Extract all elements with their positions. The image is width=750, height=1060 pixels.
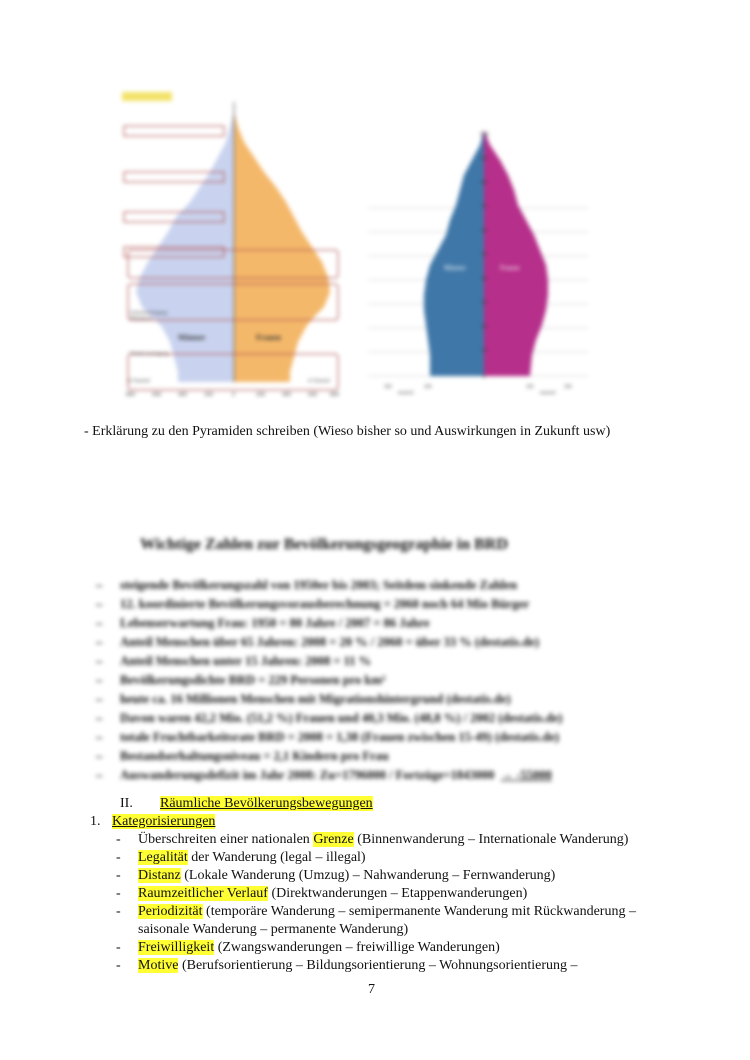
age-tick: 60 xyxy=(481,228,487,234)
blurred-list-item: – heute ca. 16 Millionen Menschen mit Migrationshintergrund (destatis.de) xyxy=(96,692,511,706)
axis-tick: 300 xyxy=(564,385,572,390)
pyramid-right-female-area xyxy=(484,130,548,376)
list-item: - Legalität der Wanderung (legal – illegal) xyxy=(116,850,366,865)
population-pyramid-left xyxy=(118,82,343,402)
axis-tick: 300 xyxy=(384,385,392,390)
annotation-label: Pillenknick xyxy=(130,317,153,322)
blurred-list-item: – 12. koordinierte Bevölkerungsvorausberechnung = 2060 noch 64 Mio Bürger xyxy=(96,597,530,611)
axis-tick: 600 xyxy=(308,392,317,398)
section-title: Räumliche Bevölkerungsbewegungen xyxy=(160,796,373,811)
unit-right: tausend xyxy=(540,391,556,395)
blurred-list-item: – Bestandserhaltungsniveau = 2,1 Kindern pro Frau xyxy=(96,749,389,763)
section-heading xyxy=(120,795,373,813)
blurred-list-item: – Auswanderungsdefizit im Jahr 2008: Zu=1796000 / Fortzüge=1843000 → -55000 xyxy=(96,768,552,782)
unit-left: in Tausend xyxy=(128,379,150,384)
blurred-list-item: – steigende Bevölkerungszahl von 1950er bis 2003; Seitdem sinkende Zahlen xyxy=(96,578,518,592)
axis-tick: 0 xyxy=(232,392,235,398)
pyramid-left-female-area xyxy=(234,112,330,382)
annotation-label: Geburtenrückgang xyxy=(130,311,168,316)
blurred-list-item: – Anteil Menschen über 65 Jahren: 2008 = 20 % / 2060 = über 33 % (destatis.de) xyxy=(96,635,540,649)
axis-tick: 800 xyxy=(330,392,339,398)
section-numeral: II. xyxy=(120,796,133,811)
list-item: - Überschreiten einer nationalen Grenze (Binnenwanderung – Internationale Wanderung) xyxy=(116,832,629,847)
subsection-number: 1. xyxy=(90,814,101,829)
axis-tick: 200 xyxy=(256,392,265,398)
subsection-title: Kategorisierungen xyxy=(112,814,216,829)
list-item: - Raumzeitlicher Verlauf (Direktwanderungen – Etappenwanderungen) xyxy=(116,886,528,901)
page-number: 7 xyxy=(368,982,375,997)
axis-tick: 200 xyxy=(526,385,534,390)
age-tick: 40 xyxy=(481,276,487,282)
blurred-list-item: – Bevölkerungsdichte BRD = 229 Personen pro km² xyxy=(96,673,386,687)
list-item: - Motive (Berufsorientierung – Bildungsorientierung – Wohnungsorientierung – xyxy=(116,958,578,973)
population-pyramid-right xyxy=(368,90,588,395)
age-tick: 50 xyxy=(481,252,487,258)
age-tick: 100 xyxy=(479,132,489,138)
pyramid-right-graphic xyxy=(368,90,588,395)
list-item-continuation: saisonale Wanderung – permanente Wanderung) xyxy=(138,922,409,937)
list-item: - Distanz (Lokale Wanderung (Umzug) – Nahwanderung – Fernwanderung) xyxy=(116,868,556,883)
blurred-list-item: – Anteil Menschen unter 15 Jahren: 2008 = 11 % xyxy=(96,654,372,668)
label-women: Frauen xyxy=(500,264,520,272)
age-tick: 80 xyxy=(481,180,487,186)
blurred-list-item: – totale Fruchtbarkeitsrate BRD = 2008 = 1,38 (Frauen zwischen 15-49) (destatis.de) xyxy=(96,730,560,744)
label-women: Frauen xyxy=(256,333,281,342)
age-tick: 30 xyxy=(481,300,487,306)
age-tick: 90 xyxy=(481,156,487,162)
age-tick: 10 xyxy=(481,348,487,354)
unit-right: in Tausend xyxy=(308,379,330,384)
blurred-list-item: – Lebenserwartung Frau: 1950 = 80 Jahre / 2007 = 86 Jahre xyxy=(96,616,430,630)
list-item: - Periodizität (temporäre Wanderung – semipermanente Wanderung mit Rückwanderung – xyxy=(116,904,636,919)
pyramid-right-male-area xyxy=(424,130,484,376)
axis-tick: 400 xyxy=(178,392,187,398)
axis-tick: 800 xyxy=(126,392,135,398)
annotation-label: Wiedervereinigung xyxy=(130,352,169,357)
axis-tick: 200 xyxy=(424,385,432,390)
pyramid-left-graphic xyxy=(118,82,343,402)
blurred-section-title: Wichtige Zahlen zur Bevölkerungsgeographie in BRD xyxy=(140,536,508,553)
note-line: - Erklärung zu den Pyramiden schreiben (Wieso bisher so und Auswirkungen in Zukunft usw) xyxy=(84,424,611,439)
list-item: - Freiwilligkeit (Zwangswanderungen – freiwillige Wanderungen) xyxy=(116,940,500,955)
axis-tick: 200 xyxy=(204,392,213,398)
blurred-list-item: – Davon waren 42,2 Mio. (51,2 %) Frauen und 40,3 Mio. (48,8 %) / 2002 (destatis.de) xyxy=(96,711,563,725)
axis-tick: 600 xyxy=(152,392,161,398)
annotation-box xyxy=(124,126,224,136)
axis-tick: 400 xyxy=(282,392,291,398)
label-men: Männer xyxy=(178,333,206,342)
age-tick: 70 xyxy=(481,204,487,210)
legend-swatch xyxy=(122,92,172,101)
age-tick: 20 xyxy=(481,324,487,330)
label-men: Männer xyxy=(444,264,466,272)
subsection-heading xyxy=(90,813,215,831)
pyramid-left-axis-ticks xyxy=(126,392,339,398)
unit-left: tausend xyxy=(398,391,414,395)
age-tick: 0 xyxy=(482,374,486,380)
